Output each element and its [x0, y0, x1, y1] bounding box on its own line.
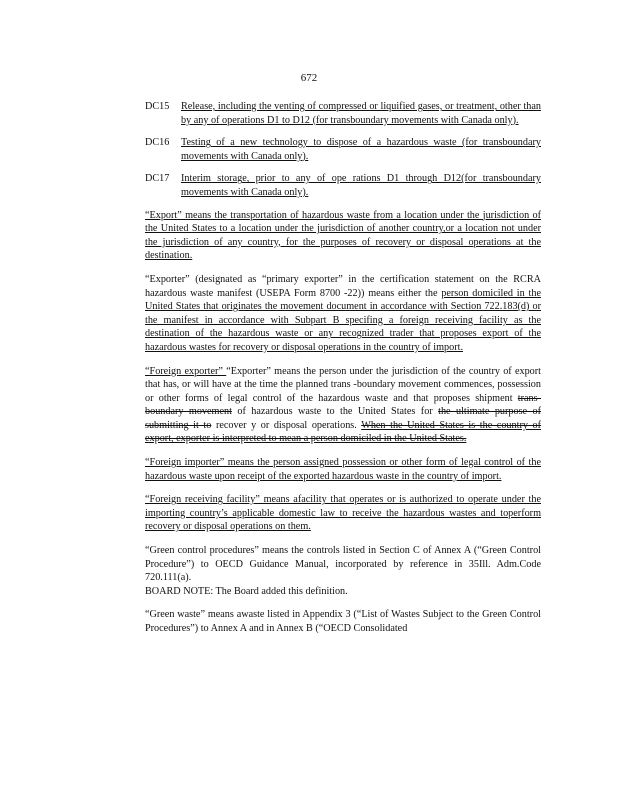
- foreign-importer-text: “Foreign importer” means the person assigned possession or other form of legal control of the hazardous waste upon receipt of the exported hazardous waste in the country of import.: [145, 457, 541, 482]
- foreign-exporter-body: “Exporter” means the person under the jurisdiction of the country of export that has, or will have at the time the planned trans -boundary movement commences, possession or other forms of legal control of the hazardous waste and that proposes shipment: [145, 365, 541, 404]
- dc16-code: DC16: [145, 137, 170, 149]
- dc17-text: Interim storage, prior to any of ope rations D1 through D12(for transboundary movements with Canada only).: [181, 173, 541, 198]
- board-note: BOARD NOTE: The Board added this definition.: [145, 585, 348, 597]
- dc15-code: DC15: [145, 101, 170, 112]
- foreign-exporter-body-2: of hazardous waste to the United States for: [231, 406, 439, 418]
- dc15-entry: [145, 100, 541, 127]
- dc17-code: DC17: [145, 173, 170, 185]
- foreign-exporter-deleted-3: When the United States is the country of export, exporter is interpreted to mean a person domiciled in the United States.: [145, 419, 542, 445]
- foreign-receiving-facility-text: “Foreign receiving facility” means afacility that operates or is authorized to operate under the importing country’s applicable domestic law to receive the hazardous wastes and toperform recovery or disposal operations on them.: [145, 494, 541, 533]
- green-control-procedures-text: “Green control procedures” means the controls listed in Section C of Annex A (“Green Control Procedure”) to OECD Guidance Manual, incorporated by reference in 35Ill. Adm.Code 720.111(a).: [145, 545, 541, 584]
- export-definition-text: “Export” means the transportation of hazardous waste from a location under the jurisdiction of the United States to a location under the jurisdiction of another country,or a location not under the jurisdiction of any country, for the purposes of recovery or disposal operations at the destination.: [145, 209, 541, 262]
- green-waste-text: “Green waste” means awaste listed in Appendix 3 (“List of Wastes Subject to the Green Control Procedures”) to Annex A and in Annex B (“OECD Consolidated: [145, 609, 541, 634]
- dc15-text: Release, including the venting of compressed or liquified gases, or treatment, other than by any of operations D1 to D12 (for transboundary movements with Canada only).: [181, 101, 541, 126]
- foreign-exporter-body-3: recover y or disposal operations.: [211, 419, 362, 431]
- page-number: 672: [300, 72, 318, 84]
- dc16-entry: [145, 136, 541, 163]
- green-waste-definition: [145, 608, 541, 635]
- export-definition: [145, 209, 541, 263]
- foreign-importer-definition: [145, 456, 541, 483]
- dc16-text: Testing of a new technology to dispose of a hazardous waste (for transboundary movements with Canada only).: [181, 137, 541, 162]
- green-control-procedures-definition: [145, 544, 541, 585]
- foreign-exporter-deleted-1: trans-boundary movement: [145, 392, 541, 418]
- foreign-exporter-term: “Foreign exporter”: [145, 365, 227, 377]
- document-body: [145, 100, 541, 646]
- exporter-inserted-text: person domiciled in the United States that originates the movement document in accordance with Section 722.183(d) or the manifest in accordance with Subpart B specifing a foreign receiving facility as the destination of the hazardous waste or any recognized trader that proposes export of the hazardous wastes for recovery or disposal operations in the country of import.: [145, 287, 541, 353]
- exporter-definition: [145, 273, 541, 355]
- foreign-exporter-definition: [145, 365, 541, 447]
- foreign-receiving-facility-definition: [145, 493, 541, 534]
- dc17-entry: [145, 172, 541, 199]
- foreign-exporter-deleted-2: the ultimate purpose of submitting it to: [145, 406, 541, 431]
- exporter-intro: “Exporter” (designated as “primary exporter” in the certification statement on the RCRA hazardous waste manifest (USEPA Form 8700 -22)) means either the: [145, 273, 541, 299]
